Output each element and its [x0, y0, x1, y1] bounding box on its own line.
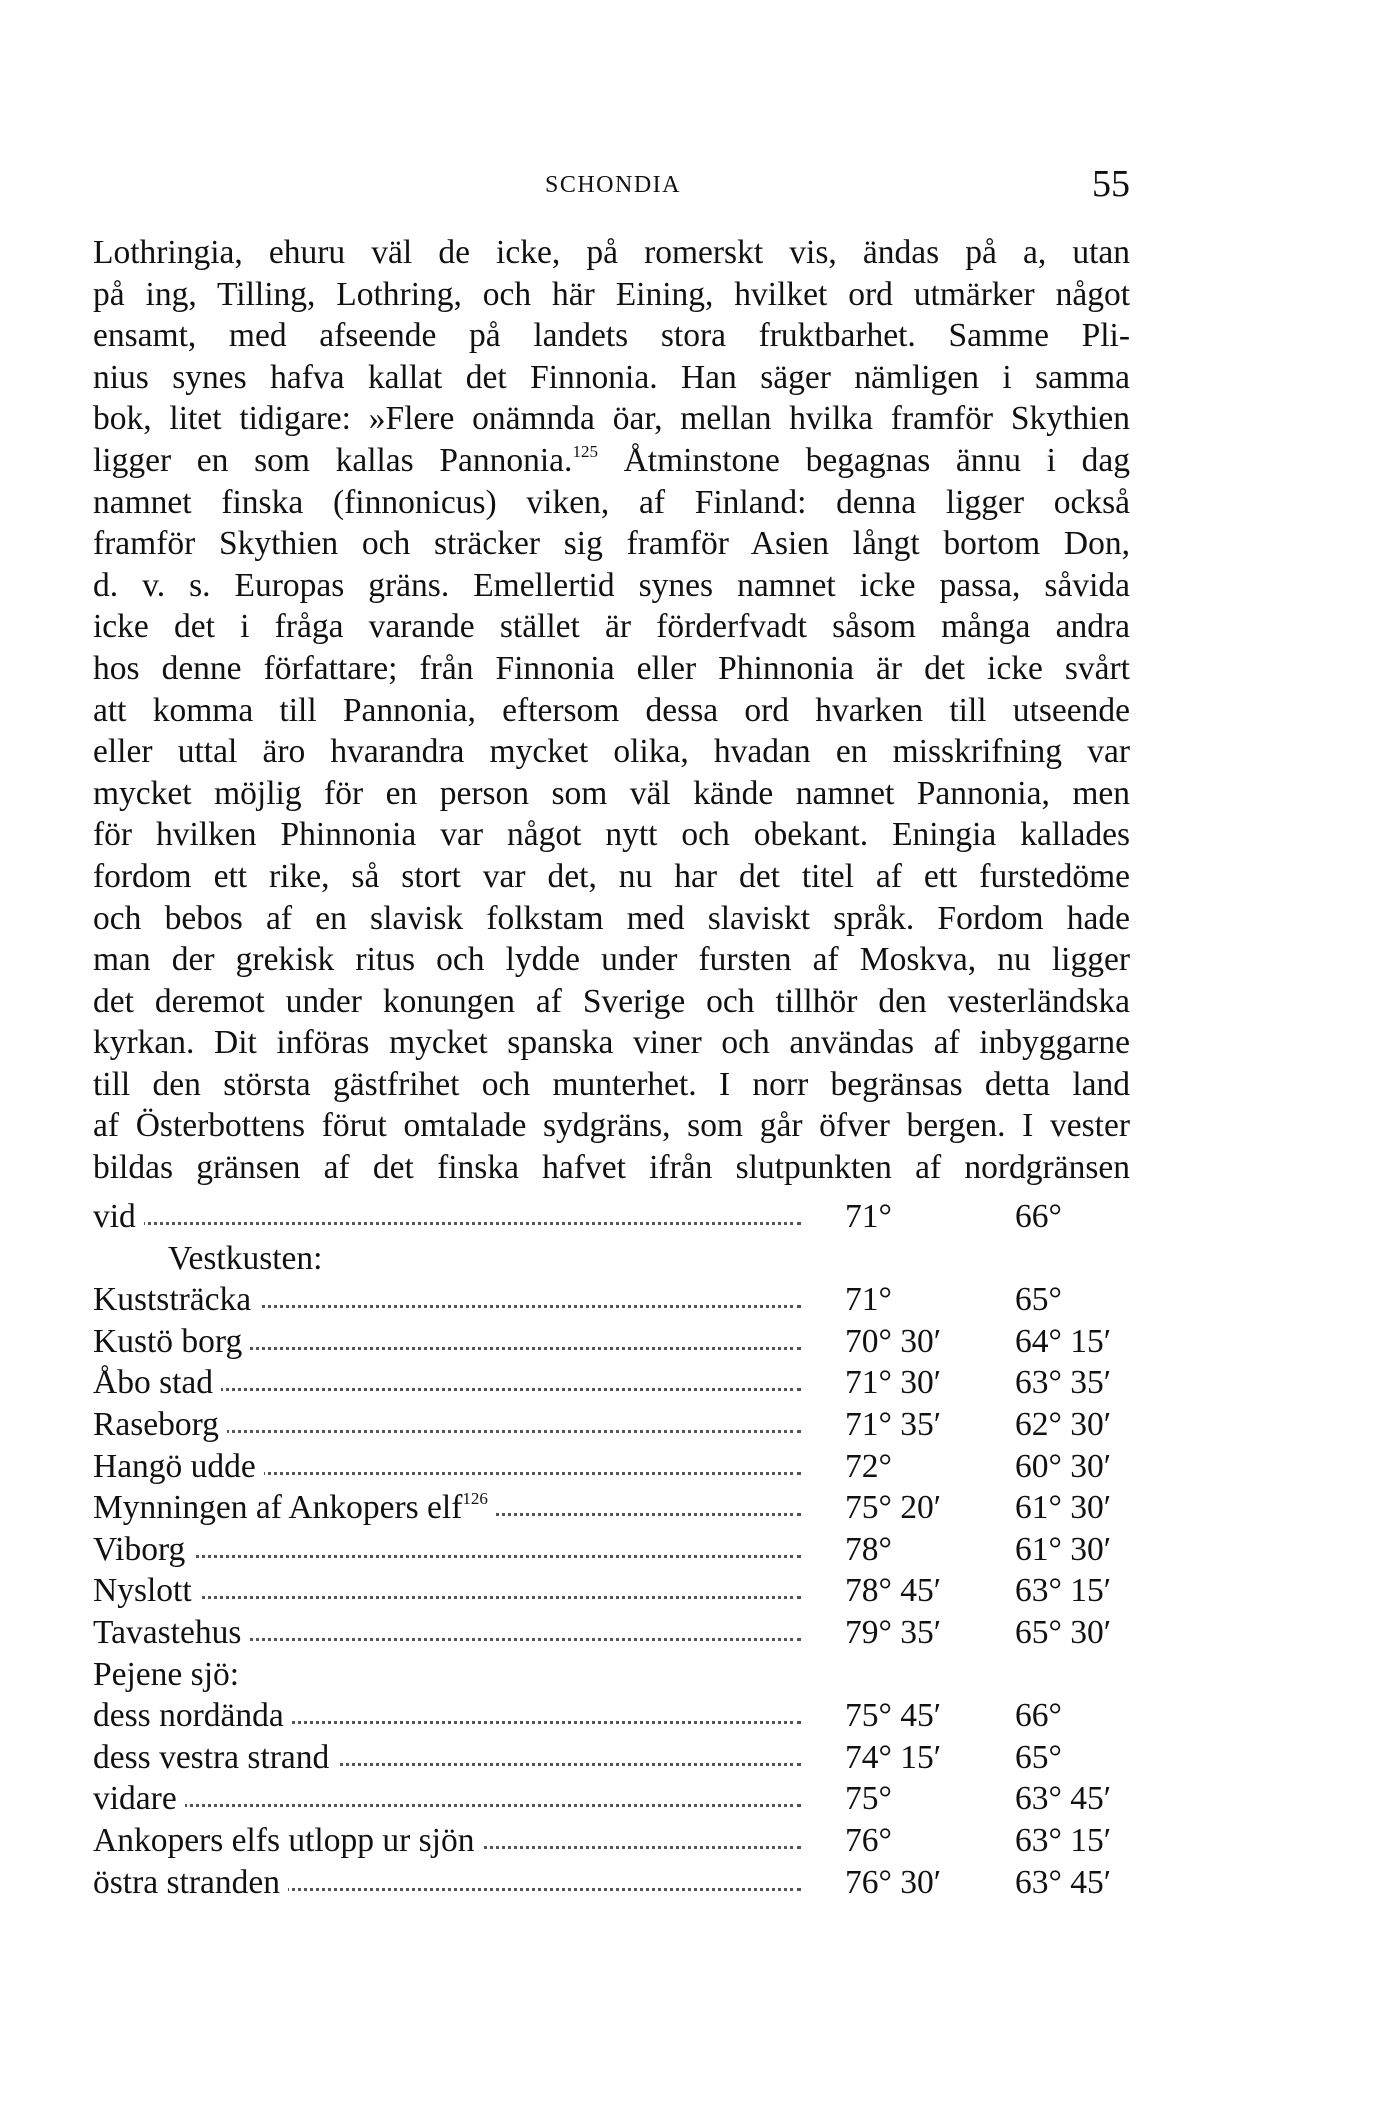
longitude-value: 65°	[1015, 1738, 1062, 1776]
text-line: eller uttal äro hvarandra mycket olika, hvadan en misskrifning var	[93, 733, 1130, 771]
place-name: Ankopers elfs utlopp ur sjön	[93, 1820, 483, 1862]
place-name: dess vestra strand	[93, 1737, 337, 1779]
dot-leader	[93, 1555, 801, 1558]
text-fragment: Åtminstone begagnas ännu i dag	[597, 441, 1130, 479]
latitude-value: 75° 20′	[845, 1489, 942, 1527]
place-name: östra stranden	[93, 1862, 288, 1904]
longitude-value: 65° 30′	[1015, 1613, 1112, 1651]
dot-leader	[93, 1222, 801, 1225]
table-row	[93, 1570, 1143, 1612]
place-name: Kuststräcka	[93, 1279, 259, 1321]
table-row	[93, 1321, 1143, 1363]
table-row	[93, 1404, 1143, 1446]
table-row	[93, 1362, 1143, 1404]
table-subheading	[93, 1238, 1143, 1280]
table-subheading	[93, 1654, 1143, 1696]
footnote-marker: 126	[462, 1489, 488, 1509]
coordinates-table	[93, 1196, 1143, 1903]
place-name: vid	[93, 1196, 144, 1238]
longitude-value: 65°	[1015, 1281, 1062, 1319]
latitude-value: 70° 30′	[845, 1322, 942, 1360]
place-name: Viborg	[93, 1529, 193, 1571]
text-line: ensamt, med afseende på landets stora fruktbarhet. Samme Pli-	[93, 317, 1130, 355]
place-name: Raseborg	[93, 1404, 227, 1446]
table-row	[93, 1446, 1143, 1488]
text-line: framför Skythien och sträcker sig framför Asien långt bortom Don,	[93, 525, 1130, 563]
longitude-value: 62° 30′	[1015, 1405, 1112, 1443]
section-heading: Pejene sjö:	[93, 1654, 247, 1696]
table-row	[93, 1612, 1143, 1654]
text-line: hos denne författare; från Finnonia eller Phinnonia är det icke svårt	[93, 649, 1130, 687]
latitude-value: 75°	[845, 1780, 892, 1818]
longitude-value: 61° 30′	[1015, 1489, 1112, 1527]
latitude-value: 78°	[845, 1530, 892, 1568]
latitude-value: 72°	[845, 1447, 892, 1485]
text-line: kyrkan. Dit införas mycket spanska viner och användas af inbyggarne	[93, 1024, 1130, 1062]
place-name: Nyslott	[93, 1570, 200, 1612]
latitude-value: 78° 45′	[845, 1572, 942, 1610]
text-line	[93, 440, 1130, 482]
table-row	[93, 1862, 1143, 1904]
body-paragraph	[93, 232, 1130, 1189]
place-name: Tavastehus	[93, 1612, 249, 1654]
footnote-marker: 125	[572, 441, 598, 461]
text-line: på ing, Tilling, Lothring, och här Eining, hvilket ord utmärker något	[93, 275, 1130, 313]
latitude-value: 76° 30′	[845, 1863, 942, 1901]
page-header	[0, 163, 1400, 212]
table-row	[93, 1778, 1143, 1820]
section-heading: Vestkusten:	[168, 1238, 330, 1280]
latitude-value: 71°	[845, 1281, 892, 1319]
place-name	[93, 1487, 496, 1529]
longitude-value: 66°	[1015, 1198, 1062, 1235]
text-line: fordom ett rike, så stort var det, nu har det titel af ett furstedöme	[93, 857, 1130, 895]
place-name: vidare	[93, 1778, 185, 1820]
latitude-value: 74° 15′	[845, 1738, 942, 1776]
longitude-value: 61° 30′	[1015, 1530, 1112, 1568]
text-line: mycket möjlig för en person som väl kände namnet Pannonia, men	[93, 774, 1130, 812]
longitude-value: 64° 15′	[1015, 1322, 1112, 1360]
page-number: 55	[1092, 163, 1130, 205]
text-line: Lothringia, ehuru väl de icke, på romerskt vis, ändas på a, utan	[93, 234, 1130, 271]
table-row	[93, 1196, 1143, 1238]
table-row	[93, 1487, 1143, 1529]
text-line: till den största gästfrihet och munterhet. I norr begränsas detta land	[93, 1065, 1130, 1103]
table-row	[93, 1695, 1143, 1737]
text-line: och bebos af en slavisk folkstam med slaviskt språk. Fordom hade	[93, 899, 1130, 937]
latitude-value: 71° 30′	[845, 1364, 942, 1402]
place-name: dess nordända	[93, 1695, 292, 1737]
place-name: Hangö udde	[93, 1446, 264, 1488]
running-title: SCHONDIA	[544, 172, 681, 198]
place-name: Åbo stad	[93, 1362, 221, 1404]
longitude-value: 63° 45′	[1015, 1780, 1112, 1818]
text-line: för hvilken Phinnonia var något nytt och obekant. Eningia kallades	[93, 816, 1130, 854]
longitude-value: 63° 45′	[1015, 1863, 1112, 1901]
text-line: bildas gränsen af det finska hafvet ifrån slutpunkten af nordgränsen	[93, 1149, 1130, 1187]
text-line: af Österbottens förut omtalade sydgräns, som går öfver bergen. I vester	[93, 1107, 1130, 1145]
longitude-value: 66°	[1015, 1697, 1062, 1735]
latitude-value: 75° 45′	[845, 1697, 942, 1735]
text-line: icke det i fråga varande stället är förderfvadt såsom många andra	[93, 608, 1130, 646]
place-name: Kustö borg	[93, 1321, 250, 1363]
latitude-value: 71° 35′	[845, 1405, 942, 1443]
text-line: d. v. s. Europas gräns. Emellertid synes namnet icke passa, såvida	[93, 566, 1130, 604]
table-row	[93, 1279, 1143, 1321]
table-row	[93, 1820, 1143, 1862]
text-line: bok, litet tidigare: »Flere onämnda öar, mellan hvilka framför Skythien	[93, 400, 1130, 438]
text-line: det deremot under konungen af Sverige och tillhör den vesterländska	[93, 982, 1130, 1020]
place-text: Mynningen af Ankopers elf	[93, 1489, 463, 1527]
table-row	[93, 1737, 1143, 1779]
longitude-value: 63° 15′	[1015, 1572, 1112, 1610]
latitude-value: 71°	[845, 1198, 892, 1235]
text-line: man der grekisk ritus och lydde under fursten af Moskva, nu ligger	[93, 941, 1130, 979]
table-row	[93, 1529, 1143, 1571]
text-line: nius synes hafva kallat det Finnonia. Han säger nämligen i samma	[93, 358, 1130, 396]
longitude-value: 60° 30′	[1015, 1447, 1112, 1485]
text-line: att komma till Pannonia, eftersom dessa ord hvarken till utseende	[93, 691, 1130, 729]
dot-leader	[93, 1804, 801, 1807]
latitude-value: 76°	[845, 1821, 892, 1859]
text-fragment: ligger en som kallas Pannonia.	[93, 441, 573, 479]
text-line: namnet finska (finnonicus) viken, af Finland: denna ligger också	[93, 483, 1130, 521]
latitude-value: 79° 35′	[845, 1613, 942, 1651]
longitude-value: 63° 35′	[1015, 1364, 1112, 1402]
longitude-value: 63° 15′	[1015, 1821, 1112, 1859]
